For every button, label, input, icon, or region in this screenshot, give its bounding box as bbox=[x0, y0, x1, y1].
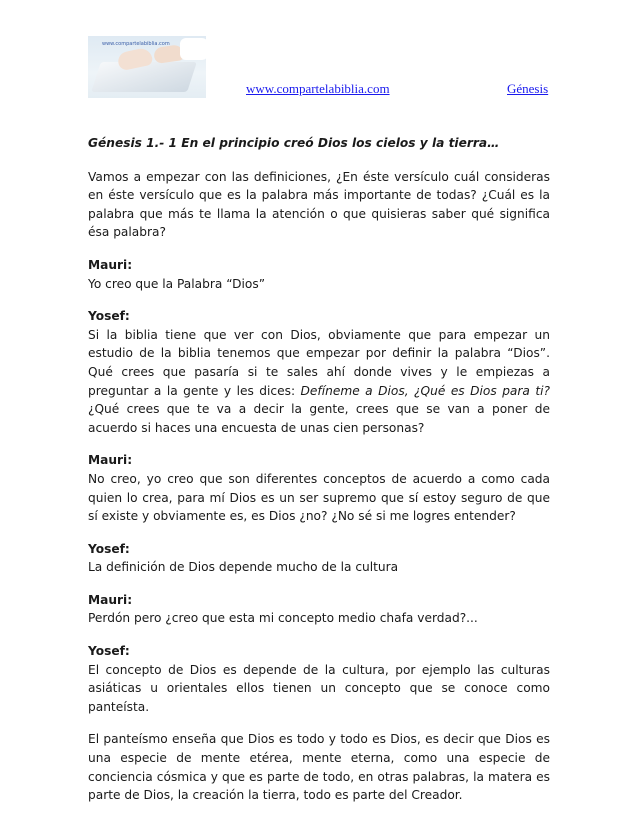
dialogue-text: El concepto de Dios es depende de la cultura, por ejemplo las culturas asiáticas u orientales ellos tienen un concepto que se conoce como panteísta. bbox=[88, 662, 550, 714]
dialogue-text: La definición de Dios depende mucho de la cultura bbox=[88, 560, 399, 575]
intro-paragraph: Vamos a empezar con las definiciones, ¿En éste versículo cuál consideras en éste versículo que es la palabra más importante de todas? ¿Cuál es la palabra que más te llama la atención o que quisieras saber qué significa ésa palabra? bbox=[88, 169, 550, 240]
verse-heading: Génesis 1.- 1 En el principio creó Dios los cielos y la tierra… bbox=[88, 136, 500, 150]
dialogue-text: Perdón pero ¿creo que esta mi concepto medio chafa verdad?... bbox=[88, 611, 478, 626]
closing-paragraph: El panteísmo enseña que Dios es todo y todo es Dios, es decir que Dios es una especie de mente etérea, mente eterna, como una especie de conciencia cósmica y que es parte de todo, en otras palabras, la matera es parte de Dios, la creación la tierra, todo es parte del Creador. bbox=[88, 732, 550, 803]
speaker-name: Mauri: bbox=[88, 592, 133, 607]
speaker-name: Yosef: bbox=[88, 541, 130, 556]
speaker-name: Yosef: bbox=[88, 309, 130, 324]
dialogue-entry bbox=[88, 642, 550, 716]
sleeve-illustration bbox=[180, 38, 206, 60]
laptop-illustration bbox=[91, 62, 197, 92]
dialogue-entry bbox=[88, 451, 550, 525]
dialogue-text: No creo, yo creo que son diferentes conceptos de acuerdo a como cada quien lo crea, para mí Dios es un ser supremo que sí estoy seguro de que sí existe y obviamente es, es Dios ¿no? ¿No sé si me logres entender? bbox=[88, 471, 550, 524]
dialogue-entry bbox=[88, 307, 550, 437]
book-link[interactable]: Génesis bbox=[507, 81, 549, 96]
dialogue-entry bbox=[88, 256, 550, 293]
dialogue-text: Si la biblia tiene que ver con Dios, obviamente que para empezar un estudio de la biblia tenemos que empezar por definir la palabra “Dios”. Qué crees que pasaría si te sales ahí donde vives y le empiezas a preguntar a la gente y les dices: bbox=[88, 327, 550, 398]
dialogue-entry bbox=[88, 540, 550, 577]
dialogue-entry bbox=[88, 591, 550, 628]
speaker-name: Mauri: bbox=[88, 453, 133, 468]
speaker-name: Mauri: bbox=[88, 257, 133, 272]
document-body bbox=[88, 134, 550, 819]
speaker-name: Yosef: bbox=[88, 644, 130, 659]
site-url-link[interactable]: www.compartelabiblia.com bbox=[246, 81, 390, 96]
dialogue-text: Yo creo que la Palabra “Dios” bbox=[88, 276, 266, 291]
logo-text: www.compartelabiblia.com bbox=[102, 41, 170, 47]
dialogue-text: ¿Qué crees que te va a decir la gente, crees que se van a poner de acuerdo si haces una encuesta de unas cien personas? bbox=[88, 402, 550, 435]
dialogue-italic-quote: Defíneme a Dios, ¿Qué es Dios para ti? bbox=[300, 383, 550, 398]
site-logo bbox=[88, 36, 206, 98]
